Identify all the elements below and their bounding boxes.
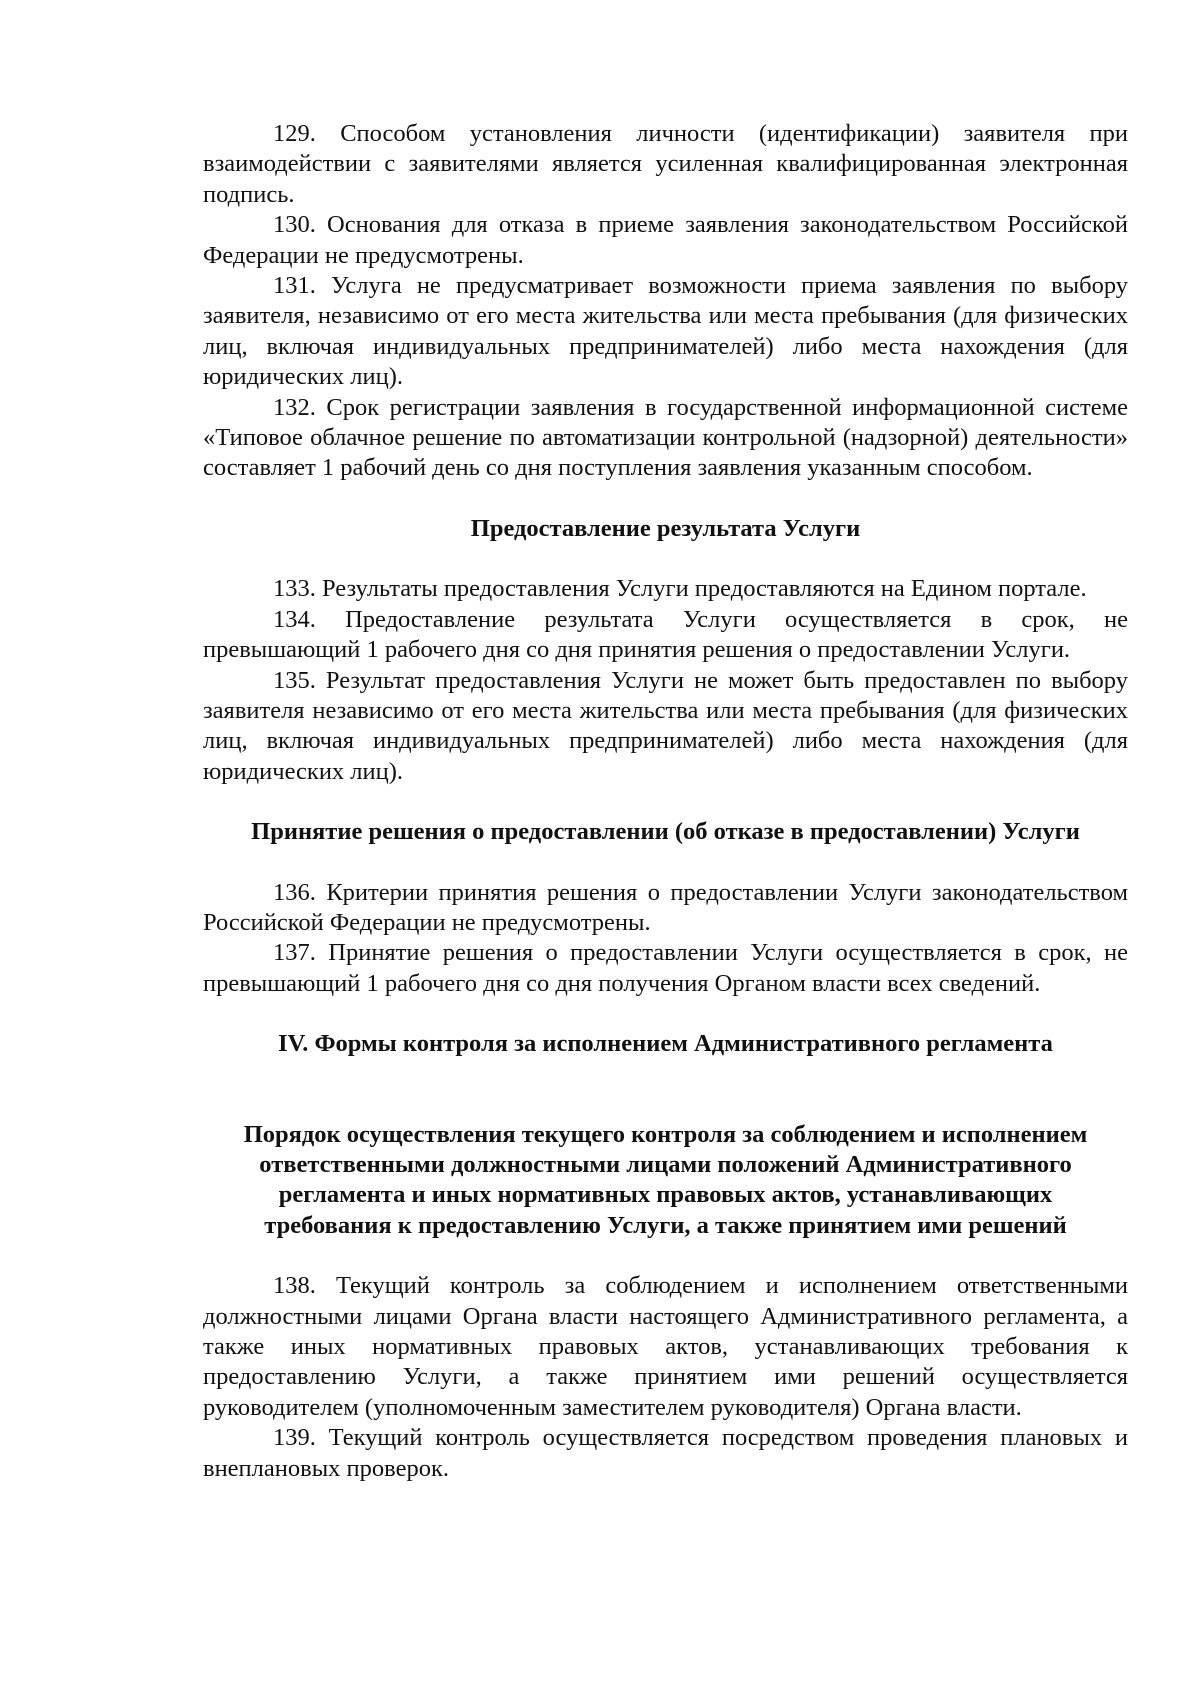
paragraph-138: 138. Текущий контроль за соблюдением и исполнением ответственными должностными лицами Органа власти настоящего Административного регламента, а также иных нормативных правовых актов, устанавливающих требования к предоставлению Услуги, а также принятием ими решений осуществляется руководителем (уполномоченным заместителем руководителя) Органа власти. [203, 1272, 1128, 1421]
heading-current-control [203, 1120, 1128, 1242]
heading-current-control-line-4: требования к предоставлению Услуги, а также принятием ими решений [264, 1211, 1067, 1239]
heading-current-control-line-2: ответственными должностными лицами положений Административного [259, 1150, 1072, 1178]
paragraph-129: 129. Способом установления личности (идентификации) заявителя при взаимодействии с заявителями является усиленная квалифицированная электронная подпись. [203, 120, 1128, 208]
heading-current-control-line-1: Порядок осуществления текущего контроля за соблюдением и исполнением [243, 1120, 1088, 1148]
paragraph-133: 133. Результаты предоставления Услуги предоставляются на Едином портале. [273, 575, 1087, 603]
paragraph-137: 137. Принятие решения о предоставлении Услуги осуществляется в срок, не превышающий 1 рабочего дня со дня получения Органом власти всех сведений. [203, 939, 1128, 997]
paragraph-136: 136. Критерии принятия решения о предоставлении Услуги законодательством Российской Федерации не предусмотрены. [203, 878, 1128, 936]
paragraph-135: 135. Результат предоставления Услуги не может быть предоставлен по выбору заявителя независимо от его места жительства или места пребывания (для физических лиц, включая индивидуальных предпринимателей) либо места нахождения (для юридических лиц). [203, 666, 1128, 785]
paragraph-139: 139. Текущий контроль осуществляется посредством проведения плановых и внеплановых проверок. [203, 1424, 1128, 1482]
heading-result-provision: Предоставление результата Услуги [470, 514, 861, 542]
paragraph-132: 132. Срок регистрации заявления в государственной информационной системе «Типовое облачное решение по автоматизации контрольной (надзорной) деятельности» составляет 1 рабочий день со дня поступления заявления указанным способом. [203, 393, 1128, 482]
heading-decision: Принятие решения о предоставлении (об отказе в предоставлении) Услуги [251, 818, 1080, 846]
paragraph-134: 134. Предоставление результата Услуги осуществляется в срок, не превышающий 1 рабочего дня со дня принятия решения о предоставлении Услуги. [203, 605, 1128, 664]
document-page [203, 119, 1128, 1484]
heading-section-4: IV. Формы контроля за исполнением Административного регламента [278, 1030, 1053, 1058]
paragraph-130: 130. Основания для отказа в приеме заявления законодательством Российской Федерации не предусмотрены. [203, 211, 1128, 269]
paragraph-131: 131. Услуга не предусматривает возможности приема заявления по выбору заявителя, независимо от его места жительства или места пребывания (для физических лиц, включая индивидуальных предпринимателей) либо места нахождения (для юридических лиц). [203, 272, 1128, 391]
heading-current-control-line-3: регламента и иных нормативных правовых актов, устанавливающих [278, 1181, 1053, 1209]
